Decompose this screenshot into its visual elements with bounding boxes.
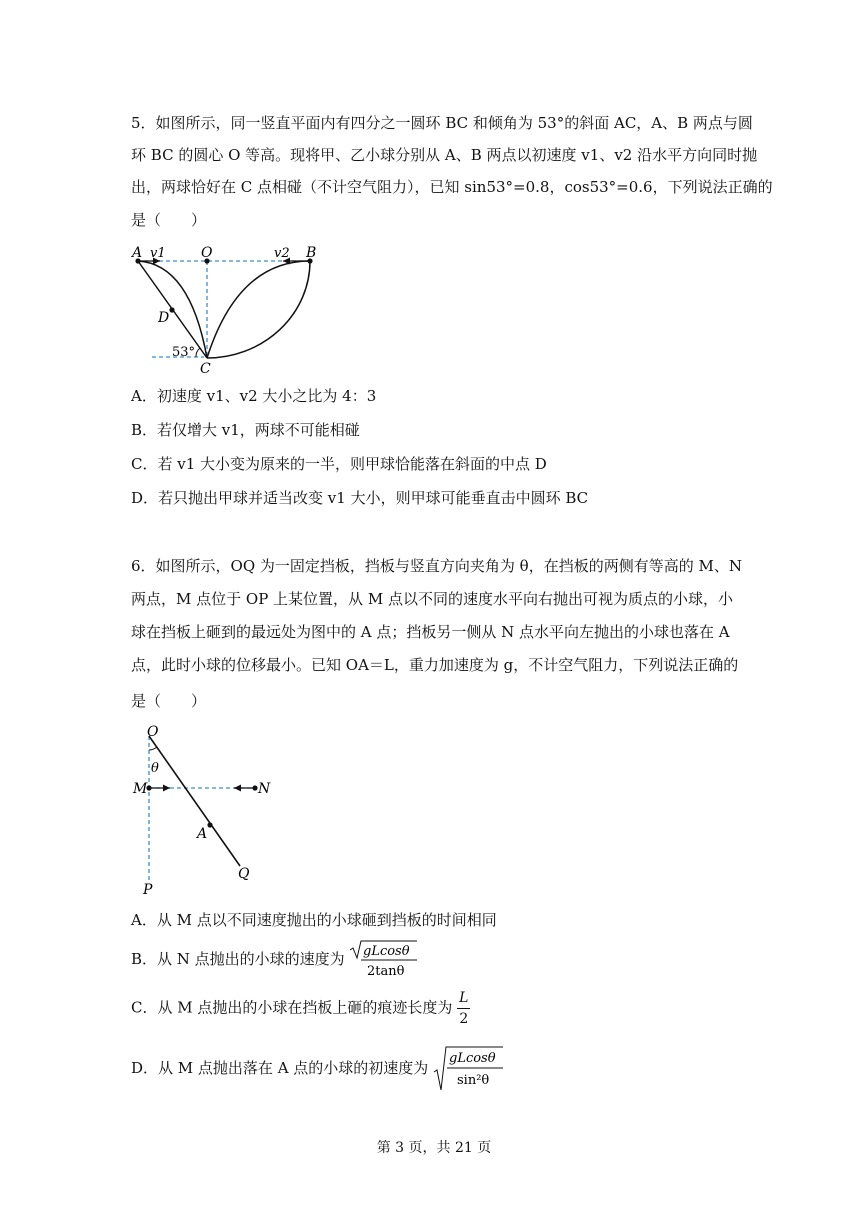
q6-option-d-text: D．从 M 点抛出落在 A 点的小球的初速度为 [131, 1059, 429, 1077]
q5-trajectory-b [207, 261, 310, 358]
q5-label-b: B [306, 245, 317, 261]
page-footer: 第 3 页，共 21 页 [376, 1140, 492, 1156]
q6-option-b-num: gLcosθ [363, 944, 411, 959]
q5-point-d [169, 307, 174, 312]
q6-option-c-fraction [457, 988, 470, 1029]
q5-quarter-ring-bc [207, 261, 310, 358]
q5-label-o: O [201, 245, 213, 261]
q6-option-b-formula [349, 940, 419, 980]
q6-line-3: 球在挡板上砸到的最远处为图中的 A 点；挡板另一侧从 N 点水平向左抛出的小球也落在 A [131, 623, 730, 641]
q6-label-theta: θ [151, 761, 159, 776]
q5-option-d: D．若只抛出甲球并适当改变 v1 大小，则甲球可能垂直击中圆环 BC [131, 489, 589, 507]
q6-line-1: 6．如图所示，OQ 为一固定挡板，挡板与竖直方向夹角为 θ，在挡板的两侧有等高的 M、N [131, 557, 742, 575]
q5-label-v1: v1 [150, 246, 166, 261]
q5-line-1: 5．如图所示，同一竖直平面内有四分之一圆环 BC 和倾角为 53°的斜面 AC，A、B 两点与圆 [131, 114, 753, 132]
q6-line-2: 两点，M 点位于 OP 上某位置，从 M 点以不同的速度水平向右抛出可视为质点的小球，小 [131, 590, 733, 608]
q6-option-d [131, 1046, 505, 1092]
q6-line-4: 点，此时小球的位移最小。已知 OA＝L，重力加速度为 g，不计空气阻力，下列说法正确的 [131, 656, 739, 674]
q6-line-5: 是（ ） [131, 692, 207, 710]
q6-option-c-den: 2 [459, 1011, 469, 1027]
q6-option-d-den: sin²θ [457, 1073, 490, 1088]
q6-board-oq [149, 736, 240, 866]
q6-label-m: M [133, 781, 148, 797]
q6-point-a [207, 822, 212, 827]
q6-option-d-num: gLcosθ [449, 1051, 496, 1066]
q6-point-n [252, 785, 257, 790]
q6-figure [128, 720, 278, 900]
q6-m-arrowhead [163, 785, 170, 792]
q6-n-arrowhead [234, 785, 241, 792]
q6-option-d-radical [433, 1046, 505, 1092]
q5-option-c: C．若 v1 大小变为原来的一半，则甲球恰能落在斜面的中点 D [131, 455, 547, 473]
q6-option-b-radical [349, 940, 419, 980]
q6-label-o: O [147, 724, 159, 740]
q5-label-c: C [200, 361, 211, 377]
q6-option-b [131, 940, 419, 980]
q5-option-a: A．初速度 v1、v2 大小之比为 4：3 [131, 387, 377, 405]
q5-angle-arc [196, 348, 200, 357]
q6-label-q: Q [238, 866, 250, 882]
q6-label-n: N [258, 781, 271, 797]
q5-line-2: 环 BC 的圆心 O 等高。现将甲、乙小球分别从 A、B 两点以初速度 v1、v2 沿水平方向同时抛 [131, 146, 758, 164]
q6-label-p: P [143, 882, 153, 898]
q5-label-v2: v2 [274, 246, 290, 261]
q6-option-b-text: B．从 N 点抛出的小球的速度为 [131, 950, 345, 968]
q5-label-angle: 53° [172, 345, 196, 360]
q6-theta-arc [149, 747, 157, 750]
q6-option-c-text: C．从 M 点抛出的小球在挡板上砸的痕迹长度为 [131, 998, 453, 1017]
q5-figure [128, 240, 328, 380]
q5-label-a: A [132, 245, 143, 261]
q6-option-c [131, 988, 470, 1029]
q6-option-a: A．从 M 点以不同速度抛出的小球砸到挡板的时间相同 [131, 911, 497, 929]
q5-option-b: B．若仅增大 v1，两球不可能相碰 [131, 421, 360, 439]
q6-option-b-den: 2tanθ [367, 964, 405, 979]
q5-line-3: 出，两球恰好在 C 点相碰（不计空气阻力），已知 sin53°=0.8，cos53°=0.6，下列说法正确的 [131, 178, 773, 196]
q6-option-c-num: L [457, 988, 470, 1009]
q6-option-d-formula [433, 1046, 505, 1092]
q5-label-d: D [158, 310, 170, 326]
q6-label-a: A [197, 826, 208, 842]
q5-line-4: 是（ ） [131, 211, 207, 229]
